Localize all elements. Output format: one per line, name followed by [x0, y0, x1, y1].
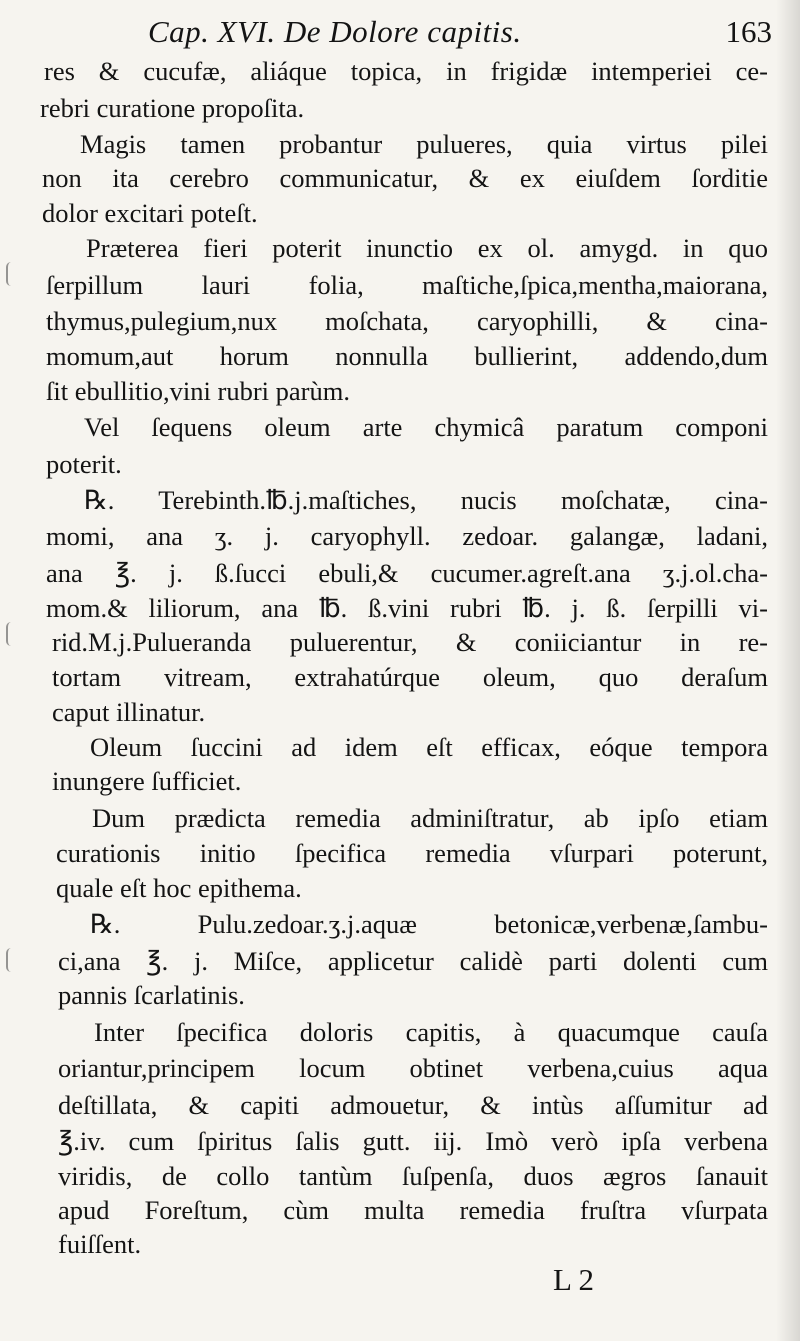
text-line: quale eſt hoc epithema.	[56, 873, 302, 903]
text-line: ſit ebullitio,vini rubri parùm.	[46, 376, 350, 406]
text-line: ℞. Terebinth.℔.j.maſtiches, nucis moſchatæ, cina-	[84, 485, 768, 515]
margin-mark	[6, 948, 16, 972]
text-line: poterit.	[46, 449, 122, 479]
page-edge-shadow	[776, 0, 800, 1341]
text-line: inungere ſufficiet.	[52, 766, 242, 796]
text-line: fuiſſent.	[58, 1229, 142, 1259]
text-line: ſerpillum lauri folia, maſtiche,ſpica,mentha,maiorana,	[46, 270, 768, 300]
text-line: oriantur,principem locum obtinet verbena,cuius aqua	[58, 1053, 768, 1083]
text-line: Inter ſpecifica doloris capitis, à quacumque cauſa	[94, 1017, 768, 1047]
text-line: momum,aut horum nonnulla bullierint, addendo,dum	[46, 341, 768, 371]
text-line: viridis, de collo tantùm ſuſpenſa, duos ægros ſanauit	[58, 1161, 768, 1191]
text-line: ℥.iv. cum ſpiritus ſalis gutt. iij. Imò verò ipſa verbena	[58, 1126, 768, 1156]
text-line: thymus,pulegium,nux moſchata, caryophilli, & cina-	[46, 306, 768, 336]
running-header	[110, 14, 772, 54]
text-line: tortam vitream, extrahatúrque oleum, quo deraſum	[52, 662, 768, 692]
text-line: Vel ſequens oleum arte chymicâ paratum componi	[84, 412, 768, 442]
text-line: Dum prædicta remedia adminiſtratur, ab ipſo etiam	[92, 803, 768, 833]
text-line: momi, ana ʒ. j. caryophyll. zedoar. galangæ, ladani,	[46, 521, 768, 551]
page-number: 163	[725, 14, 772, 49]
text-line: apud Foreſtum, cùm multa remedia fruſtra vſurpata	[58, 1195, 768, 1225]
text-line: res & cucufæ, aliáque topica, in frigidæ intemperiei ce-	[44, 56, 768, 86]
text-line: rid.M.j.Pulueranda puluerentur, & coniiciantur in re-	[52, 627, 768, 657]
text-line: mom.& liliorum, ana ℔. ß.vini rubri ℔. j. ß. ſerpilli vi-	[46, 593, 768, 623]
text-line: ℞. Pulu.zedoar.ʒ.j.aquæ betonicæ,verbenæ,ſambu-	[90, 909, 768, 939]
text-line: Oleum ſuccini ad idem eſt efficax, eóque tempora	[90, 732, 768, 762]
text-line: ana ℥. j. ß.ſucci ebuli,& cucumer.agreſt.ana ʒ.j.ol.cha-	[46, 558, 768, 588]
margin-mark	[6, 262, 16, 286]
text-line: curationis initio ſpecifica remedia vſurpari poterunt,	[56, 838, 768, 868]
signature-mark: L 2	[553, 1262, 595, 1297]
text-line: ci,ana ℥. j. Miſce, applicetur calidè parti dolenti cum	[58, 946, 768, 976]
text-line: rebri curatione propoſita.	[40, 93, 305, 123]
text-line: non ita cerebro communicatur, & ex eiuſdem ſorditie	[42, 163, 768, 193]
chapter-title: Cap. XVI. De Dolore capitis.	[148, 14, 522, 49]
margin-mark	[6, 622, 16, 646]
text-line: Magis tamen probantur pulueres, quia virtus pilei	[80, 129, 768, 159]
text-line: dolor excitari poteſt.	[42, 198, 258, 228]
text-line: caput illinatur.	[52, 697, 206, 727]
text-line: pannis ſcarlatinis.	[58, 980, 245, 1010]
text-line: deſtillata, & capiti admouetur, & intùs aſſumitur ad	[58, 1090, 768, 1120]
text-line: Præterea fieri poterit inunctio ex ol. amygd. in quo	[86, 233, 768, 263]
